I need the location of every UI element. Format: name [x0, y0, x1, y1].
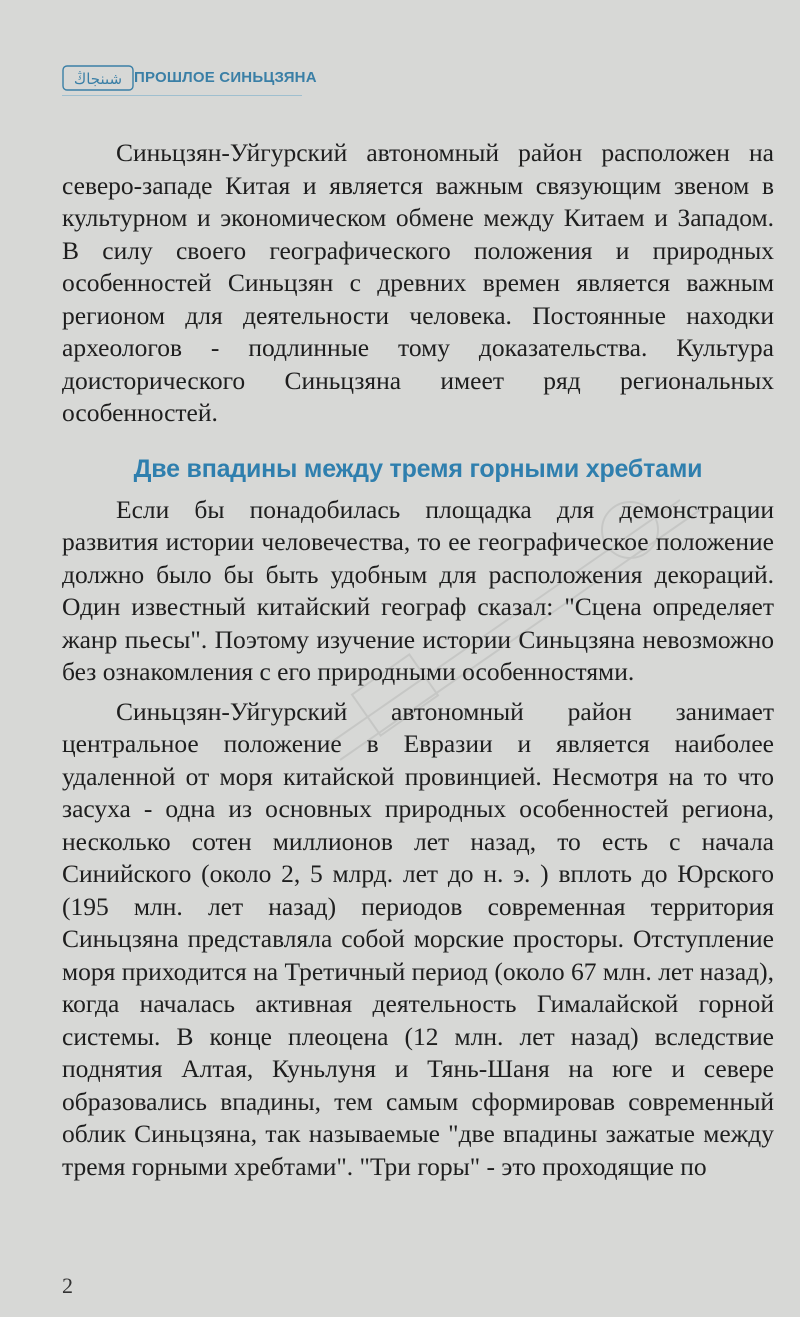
- body-paragraph-2: Если бы понадобилась площадка для демонстрации развития истории человечества, то ее географическое положение должно было бы быть удобным для расположения декораций. Один известный китайский географ сказал: "Сцена определяет жанр пьесы". Поэтому изучение истории Синьцзяна невозможно без ознакомления с его природными особенностями.: [62, 494, 774, 686]
- header-divider: [62, 95, 302, 96]
- running-header: [62, 63, 317, 93]
- xinjiang-logo-icon: [62, 63, 134, 93]
- page-content: [62, 137, 774, 1183]
- section-title: ПРОШЛОЕ СИНЬЦЗЯНА: [134, 69, 317, 86]
- page-number: 2: [62, 1273, 73, 1298]
- intro-paragraph: Синьцзян-Уйгурский автономный район расположен на северо-западе Китая и является важным связующим звеном в культурном и экономическом обмене между Китаем и Западом. В силу своего географического положения и природных особенностей Синьцзян с древних времен является важным регионом для деятельности человека. Постоянные находки археологов - подлинные тому доказательства. Культура доисторического Синьцзяна имеет ряд региональных особенностей.: [62, 138, 774, 427]
- body-paragraph-3: Синьцзян-Уйгурский автономный район занимает центральное положение в Евразии и является наиболее удаленной от моря китайской провинцией. Несмотря на то что засуха - одна из основных природных особенностей региона, несколько сотен миллионов лет назад, то есть с начала Синийского (около 2, 5 млрд. лет до н. э. ) вплоть до Юрского (195 млн. лет назад) периодов современная территория Синьцзяна представляла собой морские просторы. Отступление моря приходится на Третичный период (около 67 млн. лет назад), когда началась активная деятельность Гималайской горной системы. В конце плеоцена (12 млн. лет назад) вследствие поднятия Алтая, Куньлуня и Тянь-Шаня на юге и севере образовались впадины, тем самым сформировав современный облик Синьцзяна, так называемые "две впадины зажатые между тремя горными хребтами". "Три горы" - это проходящие по: [62, 696, 774, 1181]
- section-heading: Две впадины между тремя горными хребтами: [133, 454, 703, 483]
- logo-text: شىنجاڭ: [73, 70, 123, 88]
